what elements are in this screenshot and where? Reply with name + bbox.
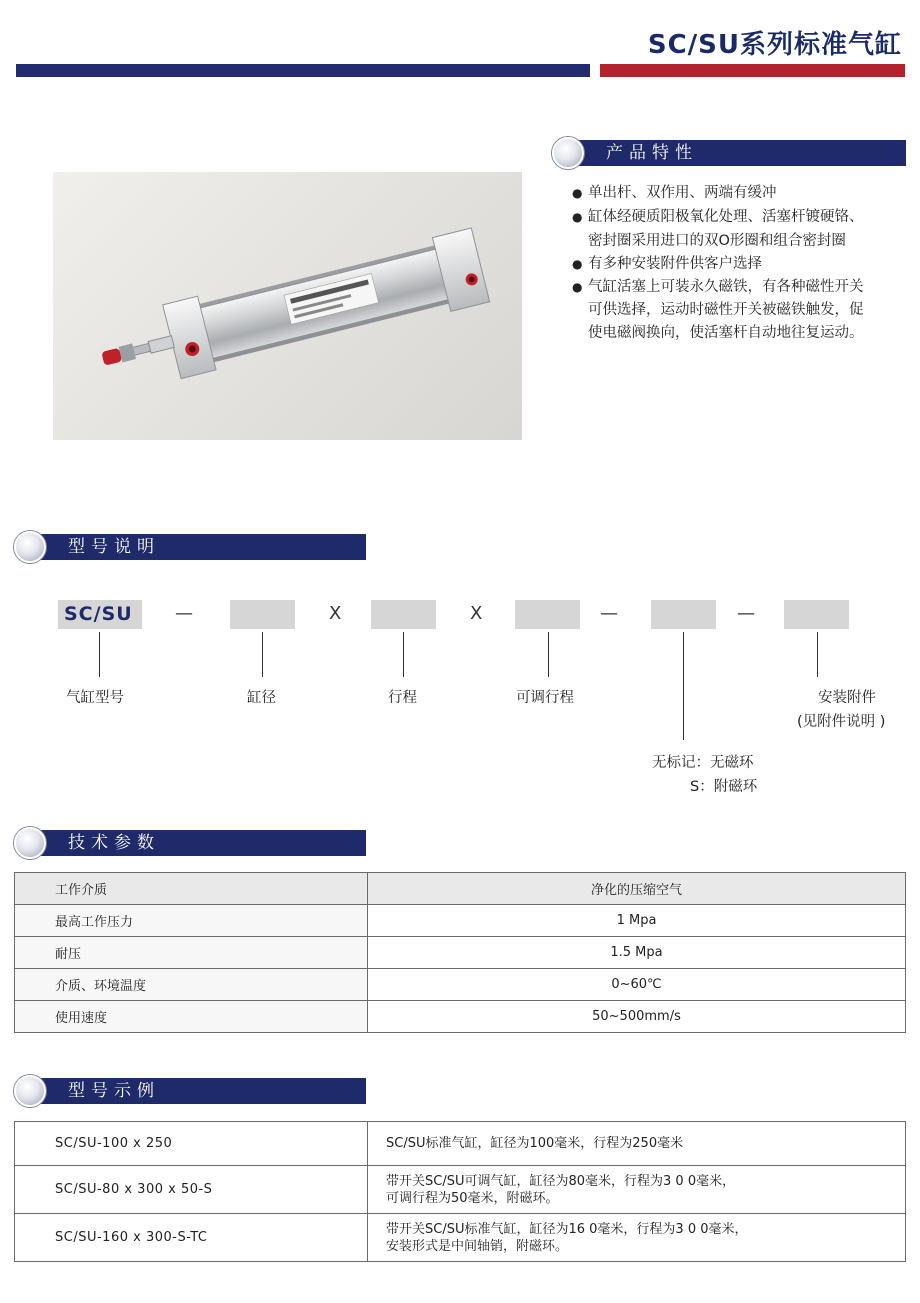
spec-name: 使用速度	[15, 1001, 368, 1033]
connector-line	[262, 632, 263, 677]
header-bar-blue	[16, 64, 590, 77]
spec-value: 净化的压缩空气	[368, 873, 906, 905]
table-row	[15, 1122, 906, 1166]
label-magnet-s: S：附磁环	[690, 779, 758, 795]
examples-title: 型号示例	[68, 1081, 160, 1101]
code-adjustable-box	[515, 600, 580, 629]
connector-line	[548, 632, 549, 677]
code-stroke-box	[371, 600, 436, 629]
label-accessory-note: (见附件说明 )	[797, 714, 886, 730]
example-description: 带开关SC/SU可调气缸，缸径为80毫米，行程为3 0 0毫米， 可调行程为50毫米，附磁环。	[368, 1166, 906, 1214]
example-table	[14, 1121, 906, 1262]
spec-name: 介质、环境温度	[15, 969, 368, 1001]
spec-value: 1.5 Mpa	[368, 937, 906, 969]
label-series: 气缸型号	[66, 690, 124, 706]
table-row	[15, 969, 906, 1001]
table-row	[15, 873, 906, 905]
label-magnet-none: 无标记：无磁环	[652, 755, 754, 771]
label-adjustable-stroke: 可调行程	[516, 690, 574, 706]
example-model: SC/SU-160 x 300-S-TC	[15, 1214, 368, 1262]
code-series-box	[58, 600, 142, 629]
model-code-title: 型号说明	[68, 537, 160, 557]
connector-line	[683, 632, 684, 740]
example-description: 带开关SC/SU标准气缸，缸径为16 0毫米，行程为3 0 0毫米， 安装形式是中间轴销，附磁环。	[368, 1214, 906, 1262]
header-bar-red	[600, 64, 905, 77]
connector-line	[403, 632, 404, 677]
label-accessory: 安装附件	[818, 690, 876, 706]
code-dash: —	[737, 603, 755, 624]
example-description: SC/SU标准气缸，缸径为100毫米，行程为250毫米	[368, 1122, 906, 1166]
spec-table	[14, 872, 906, 1033]
section-bullet-icon	[14, 1075, 46, 1107]
code-dash: —	[600, 603, 618, 624]
table-row	[15, 1214, 906, 1262]
code-accessory-box	[784, 600, 849, 629]
spec-name: 耐压	[15, 937, 368, 969]
specs-title: 技术参数	[68, 833, 160, 853]
bullet-icon: ●	[572, 257, 583, 271]
connector-line	[817, 632, 818, 677]
example-model: SC/SU-100 x 250	[15, 1122, 368, 1166]
table-row	[15, 905, 906, 937]
code-dash: —	[175, 603, 193, 624]
example-model: SC/SU-80 x 300 x 50-S	[15, 1166, 368, 1214]
section-bullet-icon	[14, 827, 46, 859]
examples-section-bar	[20, 1078, 366, 1104]
bullet-icon: ●	[572, 186, 583, 200]
product-photo	[53, 172, 522, 440]
spec-value: 0~60℃	[368, 969, 906, 1001]
code-bore-box	[230, 600, 295, 629]
features-title: 产品特性	[606, 143, 698, 163]
code-times: X	[470, 603, 483, 624]
spec-value: 50~500mm/s	[368, 1001, 906, 1033]
bullet-icon: ●	[572, 210, 583, 224]
code-series: SC/SU	[64, 603, 133, 625]
code-times: X	[329, 603, 342, 624]
cylinder-illustration	[53, 172, 522, 440]
bullet-icon: ●	[572, 280, 583, 294]
label-stroke: 行程	[388, 690, 417, 706]
table-row	[15, 937, 906, 969]
section-bullet-icon	[552, 137, 584, 169]
label-bore: 缸径	[247, 690, 276, 706]
model-code-section-bar	[20, 534, 366, 560]
spec-name: 工作介质	[15, 873, 368, 905]
page-title: SC/SU系列标准气缸	[647, 30, 902, 60]
table-row	[15, 1166, 906, 1214]
connector-line	[99, 632, 100, 677]
specs-section-bar	[20, 830, 366, 856]
features-section-bar	[558, 140, 906, 166]
section-bullet-icon	[14, 531, 46, 563]
spec-name: 最高工作压力	[15, 905, 368, 937]
code-magnet-box	[651, 600, 716, 629]
table-row	[15, 1001, 906, 1033]
spec-value: 1 Mpa	[368, 905, 906, 937]
